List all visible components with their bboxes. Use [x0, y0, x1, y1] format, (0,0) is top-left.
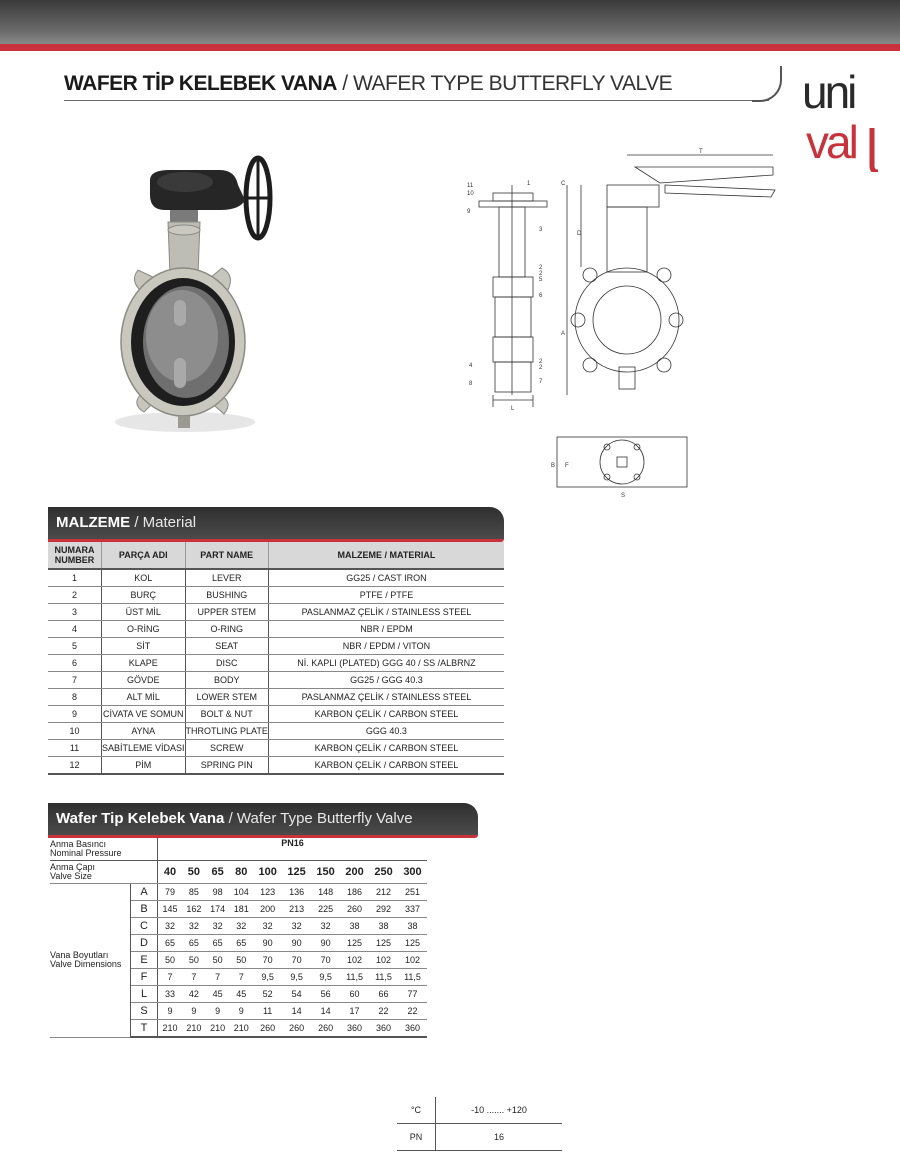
- svg-text:2: 2: [539, 271, 543, 277]
- dimension-key: D: [131, 935, 158, 952]
- dimension-value: 210: [206, 1020, 230, 1038]
- material-value: NBR / EPDM / VITON: [268, 638, 504, 655]
- dimension-key: S: [131, 1003, 158, 1020]
- dimension-value: 9: [182, 1003, 206, 1020]
- material-part-en: BODY: [185, 672, 268, 689]
- dimension-value: 186: [340, 884, 369, 901]
- dimension-value: 33: [158, 986, 183, 1003]
- material-number: 11: [48, 740, 102, 757]
- material-number: 6: [48, 655, 102, 672]
- svg-text:7: 7: [539, 379, 543, 385]
- size-header: 150: [311, 861, 340, 884]
- material-part-tr: AYNA: [102, 723, 186, 740]
- dimension-value: 38: [398, 918, 427, 935]
- size-header: 125: [282, 861, 311, 884]
- material-part-tr: PİM: [102, 757, 186, 775]
- material-header-row: [48, 542, 504, 569]
- dimension-value: 90: [311, 935, 340, 952]
- dimension-value: 136: [282, 884, 311, 901]
- size-label-tr: Anma Çapı: [50, 862, 96, 872]
- dimension-value: 162: [182, 901, 206, 918]
- dimension-value: 145: [158, 901, 183, 918]
- dimension-value: 123: [253, 884, 282, 901]
- material-part-tr: KLAPE: [102, 655, 186, 672]
- col-part-name-en: PART NAME: [185, 542, 268, 569]
- dimension-value: 85: [182, 884, 206, 901]
- dimension-value: 260: [340, 901, 369, 918]
- dimension-value: 32: [253, 918, 282, 935]
- svg-text:2: 2: [539, 359, 543, 365]
- dimension-value: 260: [282, 1020, 311, 1038]
- material-row: [48, 757, 504, 775]
- material-number: 4: [48, 621, 102, 638]
- pressure-label-tr: Anma Basıncı: [50, 839, 107, 849]
- material-value: KARBON ÇELİK / CARBON STEEL: [268, 706, 504, 723]
- material-part-en: BUSHING: [185, 587, 268, 604]
- spec-value: 16: [436, 1124, 563, 1151]
- size-header: 80: [229, 861, 253, 884]
- dimension-value: 360: [398, 1020, 427, 1038]
- title-separator: /: [342, 72, 348, 95]
- valve-photo: [110, 150, 280, 440]
- dimension-value: 11: [253, 1003, 282, 1020]
- material-part-en: SPRING PIN: [185, 757, 268, 775]
- material-row: [48, 569, 504, 587]
- dimension-value: 42: [182, 986, 206, 1003]
- dimension-value: 260: [311, 1020, 340, 1038]
- svg-text:L: L: [511, 406, 515, 412]
- spec-table: [397, 1097, 562, 1151]
- dimension-value: 70: [311, 952, 340, 969]
- material-number: 3: [48, 604, 102, 621]
- dimension-key: C: [131, 918, 158, 935]
- dimension-value: 210: [182, 1020, 206, 1038]
- dimension-value: 9: [229, 1003, 253, 1020]
- material-number: 1: [48, 569, 102, 587]
- size-label-en: Valve Size: [50, 871, 92, 881]
- dimension-value: 45: [206, 986, 230, 1003]
- material-row: [48, 723, 504, 740]
- material-part-en: DISC: [185, 655, 268, 672]
- dimension-value: 65: [182, 935, 206, 952]
- dimension-value: 56: [311, 986, 340, 1003]
- dimension-value: 32: [282, 918, 311, 935]
- logo-line1: uni: [802, 72, 855, 118]
- title-tr: WAFER TİP KELEBEK VANA: [64, 72, 337, 95]
- spec-key: °C: [397, 1097, 436, 1124]
- pressure-value: PN16: [158, 838, 428, 861]
- dimension-value: 32: [182, 918, 206, 935]
- material-value: GGG 40.3: [268, 723, 504, 740]
- col-material: MALZEME / MATERIAL: [268, 542, 504, 569]
- dimension-value: 50: [206, 952, 230, 969]
- material-table: [48, 542, 504, 775]
- material-part-en: O-RING: [185, 621, 268, 638]
- svg-text:9: 9: [467, 209, 471, 215]
- pressure-row: [50, 838, 427, 861]
- size-header: 300: [398, 861, 427, 884]
- dimension-value: 210: [229, 1020, 253, 1038]
- dimension-value: 7: [182, 969, 206, 986]
- dimension-value: 98: [206, 884, 230, 901]
- material-number: 8: [48, 689, 102, 706]
- title-en: WAFER TYPE BUTTERFLY VALVE: [352, 72, 673, 95]
- dimension-value: 212: [369, 884, 398, 901]
- svg-text:T: T: [699, 149, 703, 155]
- material-part-tr: SABİTLEME VİDASI: [102, 740, 186, 757]
- dimension-value: 22: [369, 1003, 398, 1020]
- dimension-value: 65: [229, 935, 253, 952]
- dimension-value: 7: [206, 969, 230, 986]
- material-part-en: THROTLING PLATE: [185, 723, 268, 740]
- material-part-tr: ÜST MİL: [102, 604, 186, 621]
- valve-photo-illustration: [110, 150, 280, 440]
- dimension-value: 104: [229, 884, 253, 901]
- spec-row: [397, 1124, 562, 1151]
- material-part-tr: ALT MİL: [102, 689, 186, 706]
- dimension-key: B: [131, 901, 158, 918]
- material-row: [48, 706, 504, 723]
- logo-line2: val: [806, 116, 856, 168]
- svg-text:2: 2: [539, 365, 543, 371]
- dimension-value: 125: [398, 935, 427, 952]
- col-number-tr: NUMARA: [54, 545, 95, 555]
- dimension-value: 7: [158, 969, 183, 986]
- size-header: 250: [369, 861, 398, 884]
- pressure-label-en: Nominal Pressure: [50, 848, 122, 858]
- material-part-en: UPPER STEM: [185, 604, 268, 621]
- dimensions-table: [50, 838, 427, 1038]
- material-row: [48, 621, 504, 638]
- col-part-name-tr: PARÇA ADI: [102, 542, 186, 569]
- dimension-value: 9,5: [253, 969, 282, 986]
- svg-text:5: 5: [539, 277, 543, 283]
- material-part-en: BOLT & NUT: [185, 706, 268, 723]
- page-title: [64, 72, 672, 96]
- material-number: 9: [48, 706, 102, 723]
- dimension-value: 90: [282, 935, 311, 952]
- pressure-label: [50, 838, 158, 861]
- material-part-en: SEAT: [185, 638, 268, 655]
- dimension-value: 102: [398, 952, 427, 969]
- dimension-row: [50, 884, 427, 901]
- dimension-value: 260: [253, 1020, 282, 1038]
- material-row: [48, 587, 504, 604]
- dimension-value: 38: [369, 918, 398, 935]
- size-header: 200: [340, 861, 369, 884]
- top-banner: [0, 0, 900, 44]
- dimension-value: 225: [311, 901, 340, 918]
- material-value: GG25 / GGG 40.3: [268, 672, 504, 689]
- dimension-value: 181: [229, 901, 253, 918]
- dimension-value: 9,5: [311, 969, 340, 986]
- univa-logo: [802, 72, 880, 172]
- dimension-value: 54: [282, 986, 311, 1003]
- dimension-value: 50: [182, 952, 206, 969]
- size-header: 50: [182, 861, 206, 884]
- material-value: KARBON ÇELİK / CARBON STEEL: [268, 740, 504, 757]
- dimension-value: 22: [398, 1003, 427, 1020]
- dimension-value: 14: [282, 1003, 311, 1020]
- spec-key: PN: [397, 1124, 436, 1151]
- dimension-value: 90: [253, 935, 282, 952]
- dimension-value: 200: [253, 901, 282, 918]
- material-value: NBR / EPDM: [268, 621, 504, 638]
- material-row: [48, 689, 504, 706]
- material-part-en: SCREW: [185, 740, 268, 757]
- material-heading-bold: MALZEME: [56, 514, 131, 531]
- svg-text:F: F: [565, 463, 569, 469]
- svg-text:8: 8: [469, 381, 473, 387]
- dimension-value: 32: [311, 918, 340, 935]
- size-header: 40: [158, 861, 183, 884]
- dimension-value: 251: [398, 884, 427, 901]
- dimension-value: 52: [253, 986, 282, 1003]
- dimension-key: E: [131, 952, 158, 969]
- technical-drawing-svg: [455, 145, 795, 505]
- size-header: 65: [206, 861, 230, 884]
- col-number-en: NUMBER: [54, 555, 95, 565]
- material-row: [48, 638, 504, 655]
- svg-text:4: 4: [469, 363, 473, 369]
- material-part-tr: CİVATA VE SOMUN: [102, 706, 186, 723]
- dimension-key: F: [131, 969, 158, 986]
- svg-text:S: S: [621, 493, 626, 499]
- dimension-value: 337: [398, 901, 427, 918]
- svg-text:3: 3: [539, 227, 543, 233]
- dimension-value: 14: [311, 1003, 340, 1020]
- dimension-value: 7: [229, 969, 253, 986]
- top-accent-line: [0, 44, 900, 51]
- material-part-tr: KOL: [102, 569, 186, 587]
- size-label: [50, 861, 158, 884]
- material-part-tr: GÖVDE: [102, 672, 186, 689]
- dimension-value: 213: [282, 901, 311, 918]
- spec-value: -10 ....... +120: [436, 1097, 563, 1124]
- material-row: [48, 655, 504, 672]
- dimension-value: 50: [229, 952, 253, 969]
- material-value: KARBON ÇELİK / CARBON STEEL: [268, 757, 504, 775]
- size-row: [50, 861, 427, 884]
- dimension-value: 174: [206, 901, 230, 918]
- svg-text:1: 1: [527, 181, 531, 187]
- dimension-value: 70: [282, 952, 311, 969]
- material-number: 12: [48, 757, 102, 775]
- dimension-value: 11,5: [369, 969, 398, 986]
- svg-text:C: C: [561, 181, 566, 187]
- material-value: Nİ. KAPLI (PLATED) GGG 40 / SS /ALBRNZ: [268, 655, 504, 672]
- dimension-value: 32: [206, 918, 230, 935]
- svg-text:11: 11: [467, 183, 474, 189]
- material-part-en: LEVER: [185, 569, 268, 587]
- material-value: GG25 / CAST IRON: [268, 569, 504, 587]
- material-row: [48, 740, 504, 757]
- dimension-value: 125: [369, 935, 398, 952]
- svg-text:6: 6: [539, 293, 543, 299]
- dimension-value: 125: [340, 935, 369, 952]
- dimension-value: 77: [398, 986, 427, 1003]
- col-number: [48, 542, 102, 569]
- material-part-tr: O-RİNG: [102, 621, 186, 638]
- dimension-value: 9: [206, 1003, 230, 1020]
- svg-text:B: B: [551, 463, 556, 469]
- dimensions-section-header: [48, 803, 478, 835]
- material-row: [48, 604, 504, 621]
- technical-drawing: [455, 145, 795, 505]
- title-underline: [64, 100, 769, 101]
- material-value: PASLANMAZ ÇELİK / STAINLESS STEEL: [268, 604, 504, 621]
- dimension-key: L: [131, 986, 158, 1003]
- dimension-value: 292: [369, 901, 398, 918]
- dimensions-label-en: Valve Dimensions: [50, 959, 122, 970]
- dimension-value: 360: [340, 1020, 369, 1038]
- material-number: 2: [48, 587, 102, 604]
- dimension-value: 210: [158, 1020, 183, 1038]
- dimension-value: 65: [206, 935, 230, 952]
- dimension-key: A: [131, 884, 158, 901]
- logo-mark: [802, 72, 880, 172]
- dimension-value: 102: [340, 952, 369, 969]
- dimension-value: 66: [369, 986, 398, 1003]
- material-value: PASLANMAZ ÇELİK / STAINLESS STEEL: [268, 689, 504, 706]
- svg-text:A: A: [561, 331, 566, 337]
- dimension-value: 360: [369, 1020, 398, 1038]
- dimension-value: 70: [253, 952, 282, 969]
- dimensions-label: [50, 884, 131, 1038]
- svg-text:10: 10: [467, 191, 474, 197]
- dimension-value: 65: [158, 935, 183, 952]
- dimension-value: 60: [340, 986, 369, 1003]
- dimension-key: T: [131, 1020, 158, 1038]
- dimension-value: 32: [158, 918, 183, 935]
- material-number: 10: [48, 723, 102, 740]
- dimensions-label-tr: Vana Boyutları: [50, 950, 109, 961]
- dimension-value: 148: [311, 884, 340, 901]
- dimension-value: 102: [369, 952, 398, 969]
- dimension-value: 9: [158, 1003, 183, 1020]
- dimensions-heading-rest: / Wafer Type Butterfly Valve: [228, 810, 413, 827]
- svg-text:2: 2: [539, 265, 543, 271]
- dimension-value: 9,5: [282, 969, 311, 986]
- dimension-value: 79: [158, 884, 183, 901]
- dimension-value: 38: [340, 918, 369, 935]
- material-number: 5: [48, 638, 102, 655]
- size-header: 100: [253, 861, 282, 884]
- material-section-header: [48, 507, 504, 539]
- dimension-value: 11,5: [398, 969, 427, 986]
- material-row: [48, 672, 504, 689]
- svg-text:D: D: [577, 231, 582, 237]
- dimensions-heading-bold: Wafer Tip Kelebek Vana: [56, 810, 225, 827]
- material-part-tr: BURÇ: [102, 587, 186, 604]
- material-number: 7: [48, 672, 102, 689]
- material-heading-rest: / Material: [134, 514, 197, 531]
- dimension-value: 32: [229, 918, 253, 935]
- material-part-tr: SİT: [102, 638, 186, 655]
- material-value: PTFE / PTFE: [268, 587, 504, 604]
- dimension-value: 45: [229, 986, 253, 1003]
- dimension-value: 50: [158, 952, 183, 969]
- title-hook-decoration: [752, 66, 782, 102]
- dimension-value: 11,5: [340, 969, 369, 986]
- spec-row: [397, 1097, 562, 1124]
- material-part-en: LOWER STEM: [185, 689, 268, 706]
- dimension-value: 17: [340, 1003, 369, 1020]
